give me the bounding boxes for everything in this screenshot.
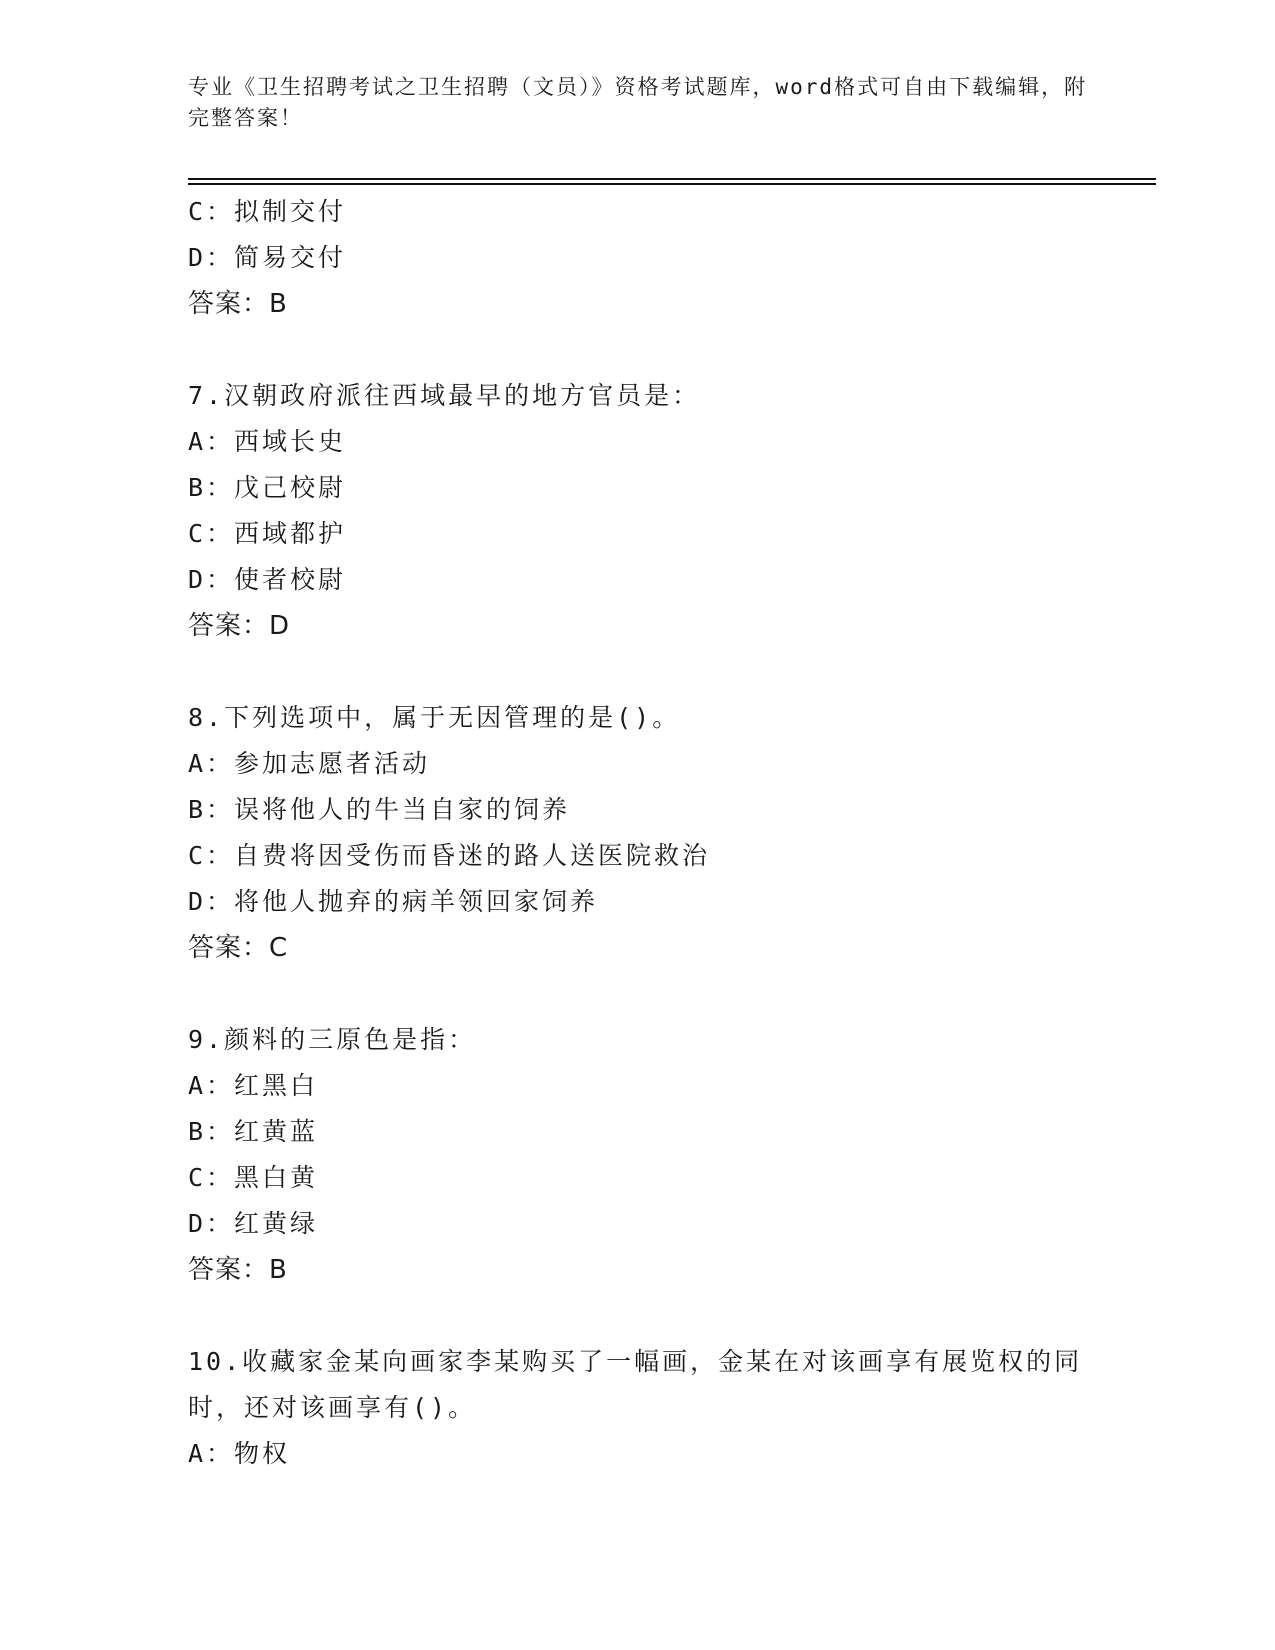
option-line: D：将他人抛弃的病羊领回家饲养 (188, 887, 599, 916)
option-line: A：红黑白 (188, 1071, 319, 1100)
option-line: C：自费将因受伤而昏迷的路人送医院救治 (188, 841, 711, 870)
option-line: C：拟制交付 (188, 197, 347, 226)
answer-line: 答案：B (188, 1255, 288, 1285)
header-rule-top (188, 178, 1156, 180)
option-line: A：物权 (188, 1439, 291, 1468)
spacer (188, 649, 1148, 695)
answer-line: 答案：B (188, 289, 288, 319)
document-header: 专业《卫生招聘考试之卫生招聘（文员）》资格考试题库，word格式可自由下载编辑，附完整答案！ (188, 75, 1088, 130)
option-line: B：误将他人的牛当自家的饲养 (188, 795, 571, 824)
spacer (188, 327, 1148, 373)
option-line: A：参加志愿者活动 (188, 749, 431, 778)
answer-line: 答案：D (188, 611, 291, 641)
question-list (188, 189, 1148, 1477)
option-line: C：西域都护 (188, 519, 347, 548)
spacer (188, 1293, 1148, 1339)
answer-line: 答案：C (188, 933, 289, 963)
question-text: 7.汉朝政府派往西域最早的地方官员是： (188, 381, 701, 410)
option-line: D：简易交付 (188, 243, 347, 272)
option-line: B：戊己校尉 (188, 473, 347, 502)
option-line: A：西域长史 (188, 427, 347, 456)
spacer (188, 971, 1148, 1017)
option-line: C：黑白黄 (188, 1163, 319, 1192)
question-text: 8.下列选项中，属于无因管理的是()。 (188, 703, 681, 732)
option-line: B：红黄蓝 (188, 1117, 319, 1146)
option-line: D：使者校尉 (188, 565, 347, 594)
option-line: D：红黄绿 (188, 1209, 319, 1238)
header-rule-bottom (188, 183, 1156, 185)
question-text: 10.收藏家金某向画家李某购买了一幅画，金某在对该画享有展览权的同时，还对该画享有()。 (188, 1347, 1083, 1422)
question-text: 9.颜料的三原色是指： (188, 1025, 477, 1054)
